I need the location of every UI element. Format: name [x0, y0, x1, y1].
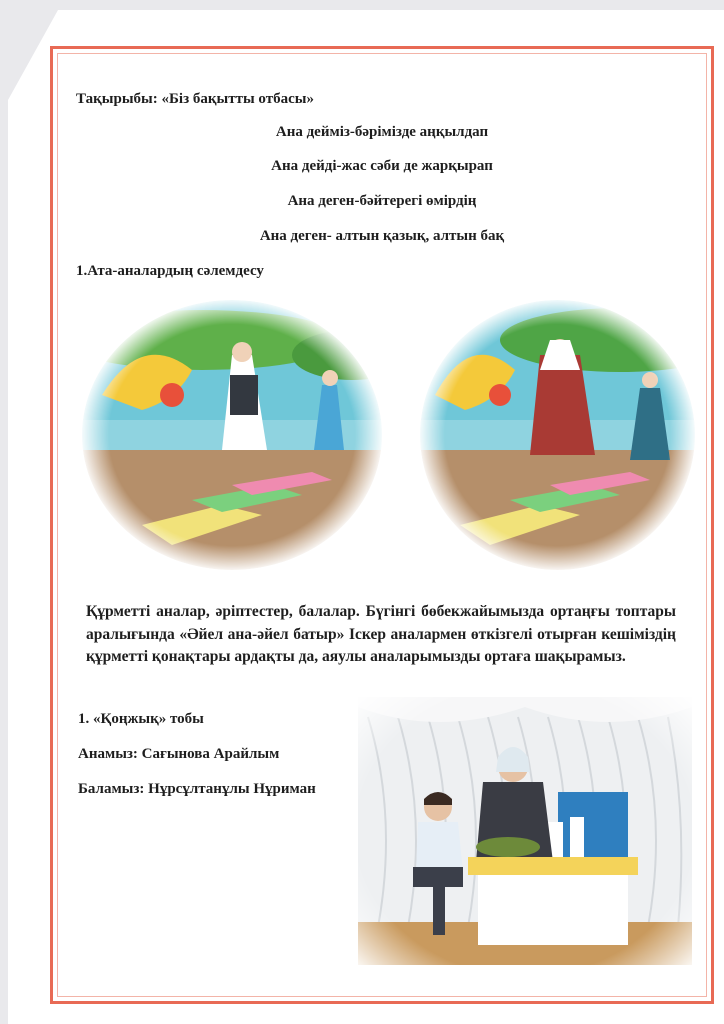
- child-name: Баламыз: Нұрсұлтанұлы Нұриман: [78, 781, 316, 797]
- document-title: Тақырыбы: «Біз бақытты отбасы»: [76, 91, 314, 107]
- poem-line-2: Ана дейді-жас сәби де жарқырап: [271, 158, 493, 174]
- poem-line-3: Ана деген-бәйтерегі өмірдің: [287, 193, 477, 209]
- section-heading: 1.Ата-аналардың сәлемдесу: [76, 263, 264, 279]
- poem-line-1: Ана дейміз-бәрімізде аңқылдап: [275, 124, 489, 140]
- intro-paragraph: Құрметті аналар, әріптестер, балалар. Бүгінгі бөбекжайымызда ортаңғы топтары аралығында «Әйел ана-әйел батыр» Іскер аналармен өткізгелі отырған кешіміздің құрметті қонақтары ардақты да, аяулы аналарымызды ортаға шақырамыз.: [86, 603, 676, 665]
- photo-greeting-left: [82, 300, 382, 570]
- photo-mother-child-table: [358, 697, 692, 965]
- photo-greeting-right: [420, 300, 695, 570]
- poem-line-4: Ана деген- алтын қазық, алтын бақ: [259, 228, 505, 244]
- group-label: 1. «Қоңжық» тобы: [78, 711, 204, 727]
- mother-name: Анамыз: Сағынова Арайлым: [78, 746, 280, 762]
